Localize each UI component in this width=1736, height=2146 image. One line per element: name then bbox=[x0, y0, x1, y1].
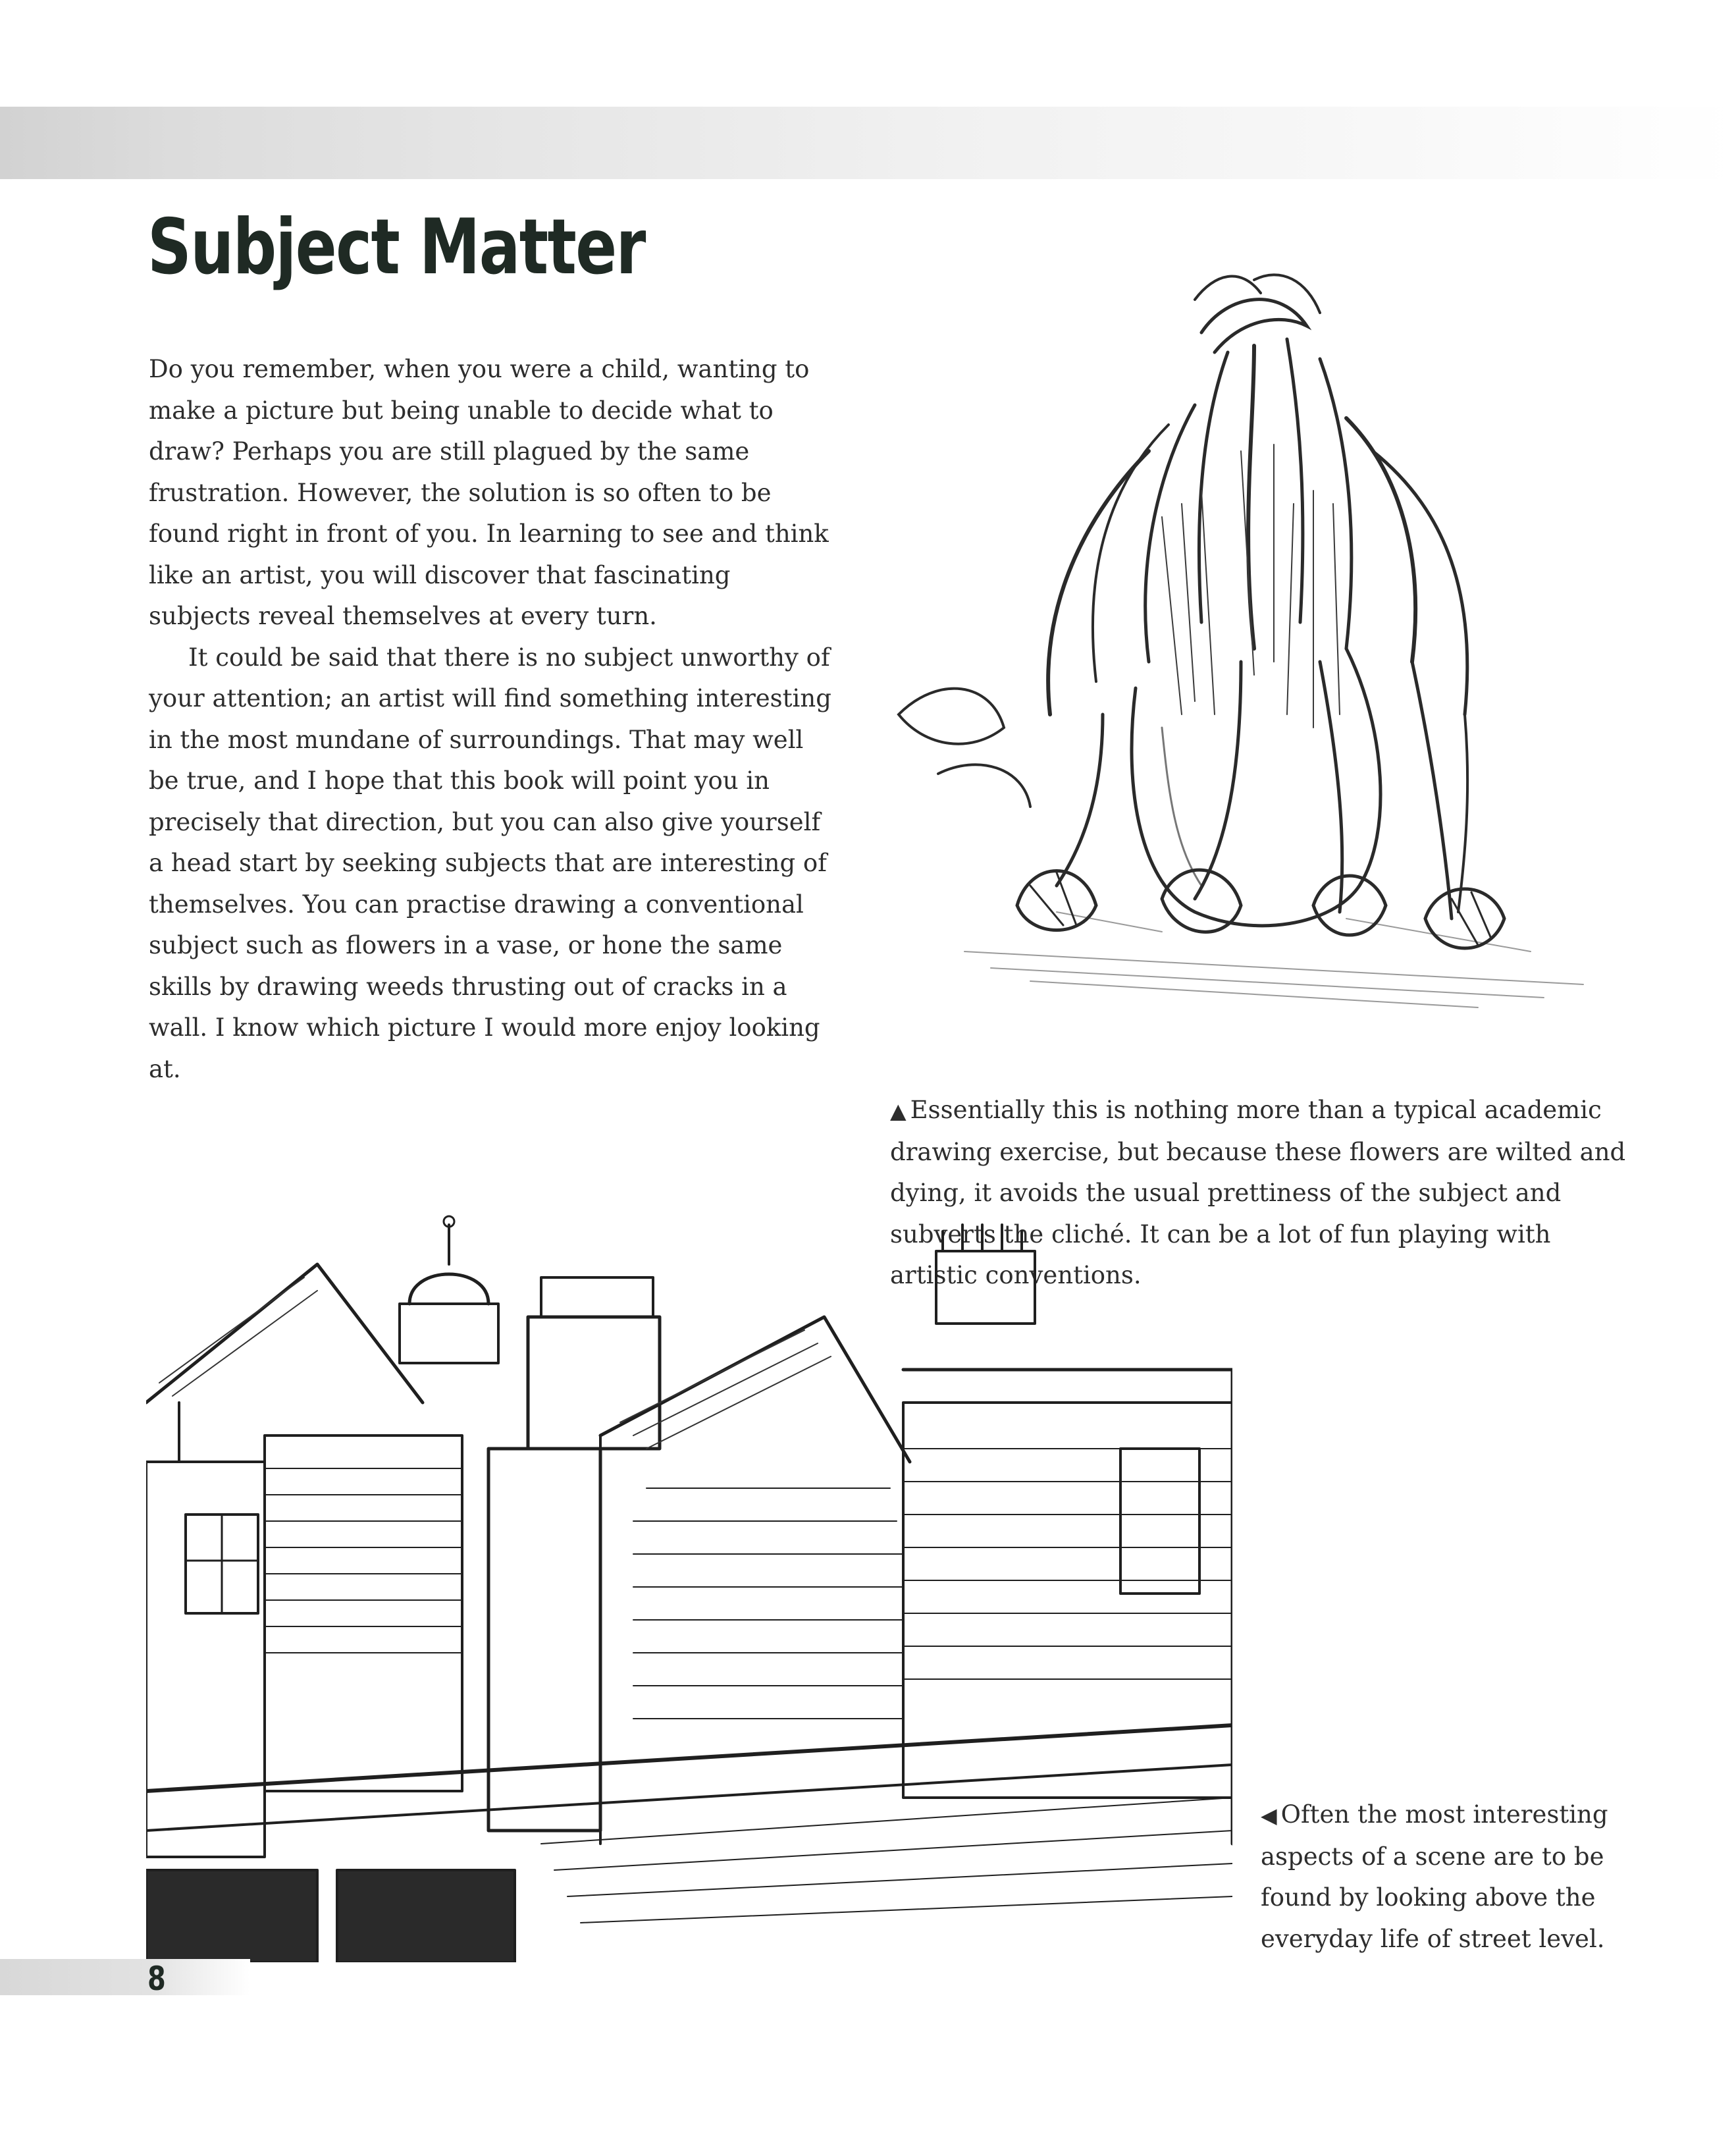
page-title: Subject Matter bbox=[147, 203, 645, 292]
street-caption bbox=[1261, 1794, 1669, 1960]
street-caption-text: Often the most interesting aspects of a scene are to be found by looking above the everyday life of street level. bbox=[1261, 1800, 1608, 1953]
paragraph-2: It could be said that there is no subject unworthy of your attention; an artist will find something interesting in the most mundane of surroundings. That may well be true, and I hope that this book will point you in precisely that direction, but you can also give yourself a head start by seeking subjects that are interesting of themselves. You can practise drawing a conventional subject such as flowers in a vase, or hone the same skills by drawing weeds thrusting out of cracks in a wall. I know which picture I would more enjoy looking at. bbox=[149, 643, 831, 1083]
wilted-flowers-illustration bbox=[885, 254, 1629, 1044]
footer-band bbox=[0, 1959, 250, 1995]
up-arrow-icon: ▲ bbox=[890, 1098, 907, 1123]
page-number: 8 bbox=[147, 1960, 166, 1998]
flowers-caption-text: Essentially this is nothing more than a typical academic drawing exercise, but because these flowers are wilted and dying, it avoids the usual prettiness of the subject and subverts the cliché. It can be a lot of fun playing with artistic conventions. bbox=[890, 1096, 1626, 1289]
header-band bbox=[0, 107, 1736, 179]
paragraph-1: Do you remember, when you were a child, wanting to make a picture but being unable to decide what to draw? Perhaps you are still plagued by the same frustration. However, the solution is so often to be found right in front of you. In learning to see and think like an artist, you will discover that fascinating subjects reveal themselves at every turn. bbox=[149, 355, 829, 630]
left-arrow-icon: ◀ bbox=[1261, 1803, 1277, 1828]
body-text bbox=[149, 349, 833, 1090]
rooftops-illustration bbox=[146, 1185, 1232, 1962]
